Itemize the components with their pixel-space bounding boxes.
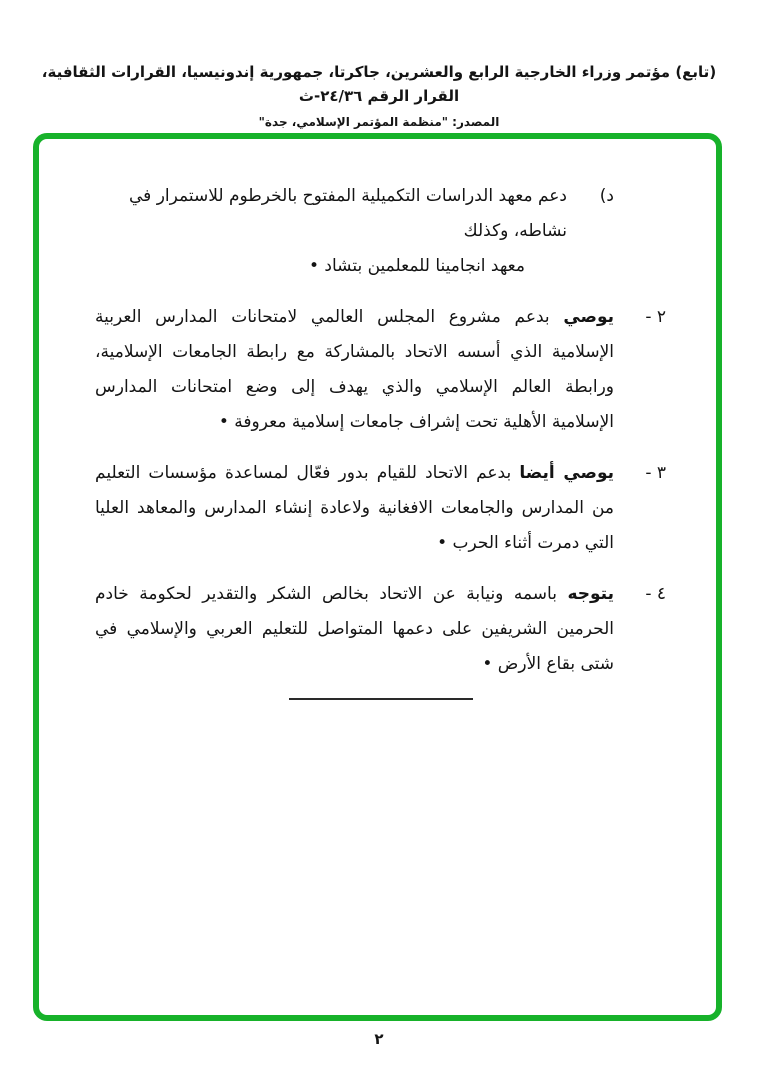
list-item-d-line1: دعم معهد الدراسات التكميلية المفتوح بالخرطوم للاستمرار في نشاطه، وكذلك <box>129 186 567 241</box>
list-item-d-marker: د) <box>599 186 614 206</box>
list-item-4-body <box>95 577 614 682</box>
list-item-3-body <box>95 456 614 561</box>
list-item-3-marker: ٣ - <box>645 463 666 483</box>
header-source-line: المصدر: "منظمة المؤتمر الإسلامي، جدة" <box>258 115 500 129</box>
list-item-d-body <box>95 179 567 284</box>
list-item-2 <box>95 300 666 440</box>
list-item-2-body <box>95 300 614 440</box>
content-border-box <box>33 133 722 1021</box>
list-item-d <box>95 179 666 284</box>
header-title-line: (تابع) مؤتمر وزراء الخارجية الرابع والعشرين، جاكرتا، جمهورية إندونيسيا، القرارات الثقافية، القرار الرقم ٢٤/٣٦-ث <box>41 63 717 105</box>
list-item-2-text: بدعم مشروع المجلس العالمي لامتحانات المدارس العربية الإسلامية الذي أسسه الاتحاد بالمشاركة مع رابطة الجامعات الإسلامية، ورابطة العالم الإسلامي والذي يهدف إلى وضع امتحانات المدارس الإسلامية الأهلية تحت إشراف جامعات إسلامية معروفة • <box>95 307 614 432</box>
section-divider <box>289 698 473 700</box>
page-number: ٢ <box>374 1030 384 1048</box>
list-item-d-line2: معهد انجامينا للمعلمين بتشاد • <box>308 256 525 276</box>
list-item-4-marker: ٤ - <box>645 584 666 604</box>
document-header <box>0 0 758 129</box>
list-item-4-text: باسمه ونيابة عن الاتحاد بخالص الشكر والتقدير لحكومة خادم الحرمين الشريفين على دعمها المتواصل للتعليم العربي والإسلامي في شتى بقاع الأرض • <box>95 584 614 674</box>
resolution-content <box>39 139 716 700</box>
list-item-4-keyword: يتوجه <box>567 584 614 604</box>
list-item-4 <box>95 577 666 682</box>
list-item-3-keyword: يوصي أيضا <box>519 463 614 483</box>
list-item-3-text: بدعم الاتحاد للقيام بدور فعّال لمساعدة مؤسسات التعليم من المدارس والجامعات الافغانية ولاعادة إنشاء المدارس والمعاهد العليا التي دمرت أثناء الحرب • <box>95 463 614 553</box>
list-item-2-marker: ٢ - <box>645 307 666 327</box>
list-item-3 <box>95 456 666 561</box>
list-item-2-keyword: يوصي <box>563 307 614 327</box>
